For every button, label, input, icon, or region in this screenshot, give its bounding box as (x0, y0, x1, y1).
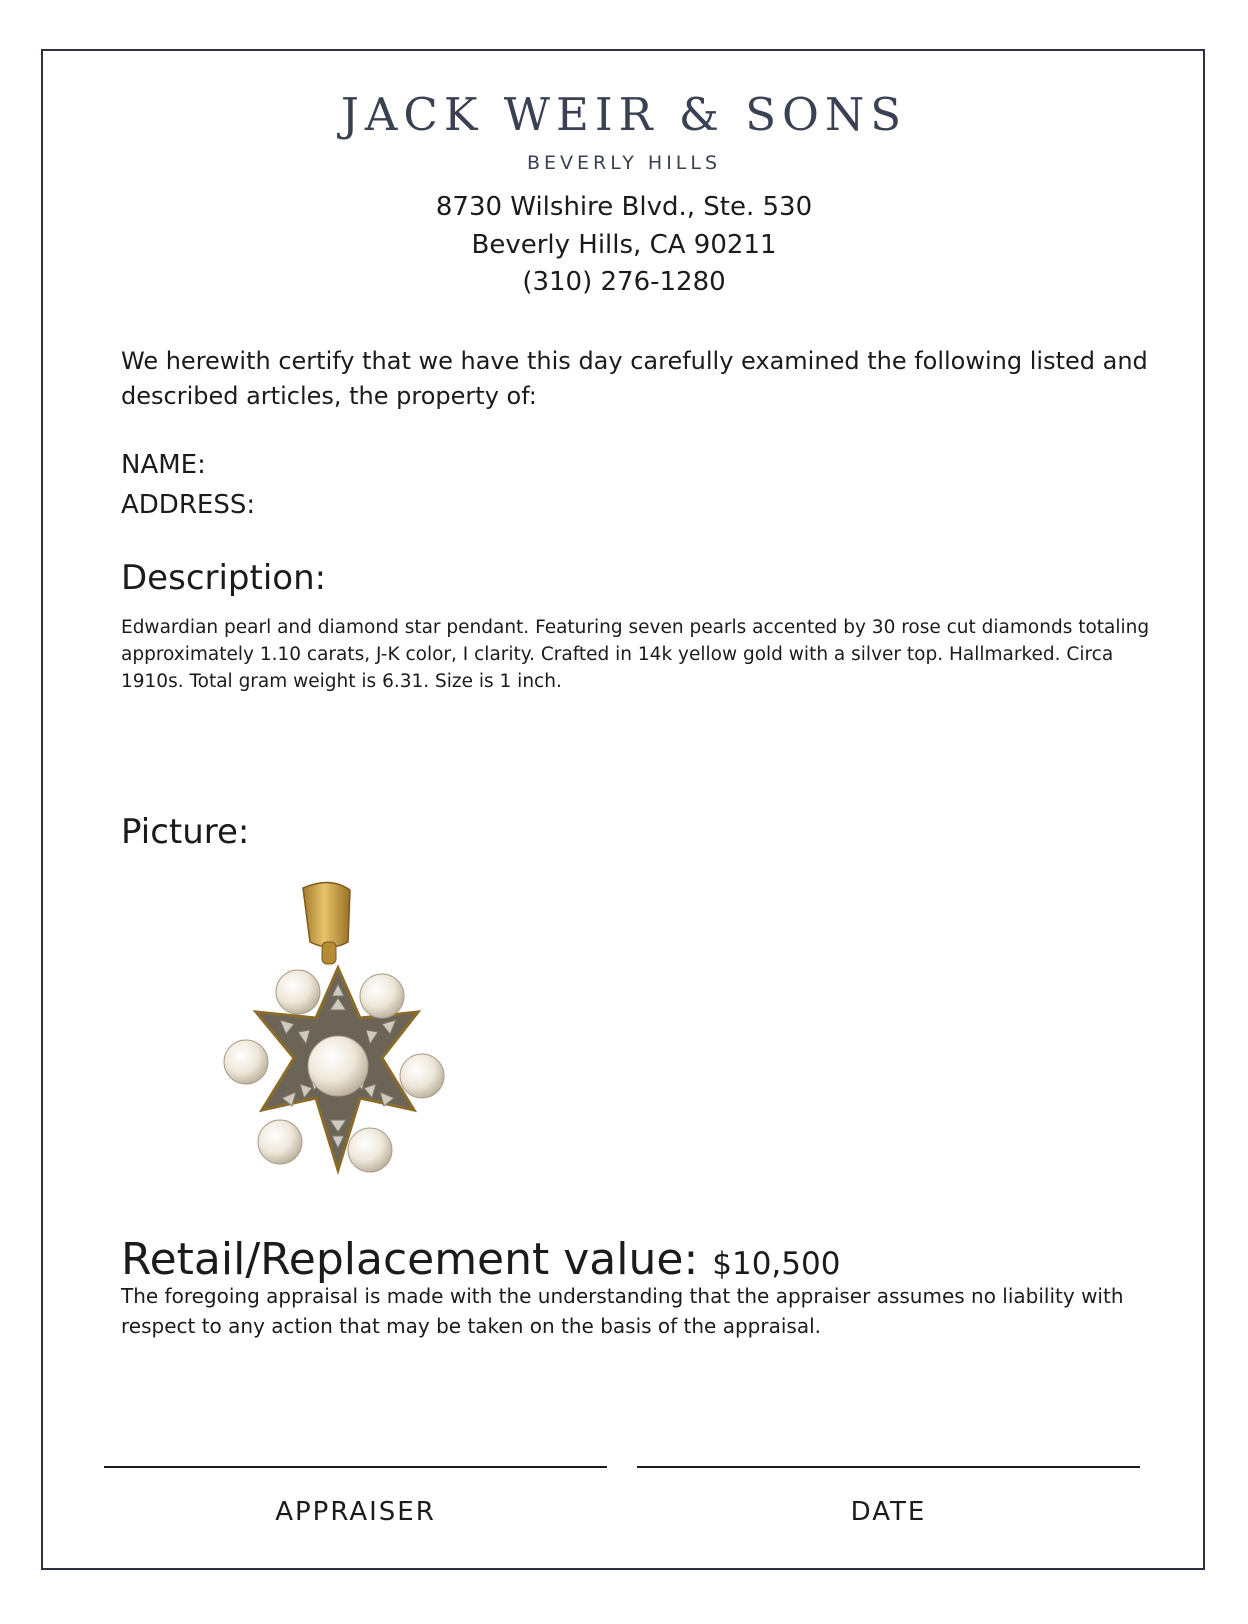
company-location: BEVERLY HILLS (526, 152, 722, 174)
liability-disclaimer: The foregoing appraisal is made with the understanding that the appraiser assumes no liability with respect to any action that may be taken on the basis of the appraisal. (121, 1284, 1124, 1338)
owner-address-label: ADDRESS: (121, 490, 256, 520)
address-line-1: 8730 Wilshire Blvd., Ste. 530 (435, 192, 813, 222)
owner-name-label: NAME: (121, 450, 206, 480)
description-text: Edwardian pearl and diamond star pendant. Featuring seven pearls accented by 30 rose cut diamonds totaling approximately 1.10 carats, J-K color, I clarity. Crafted in 14k yellow gold with a silver top. Hallmarked. Circa 1910s. Total gram weight is 6.31. Size is 1 inch. (121, 617, 1150, 692)
company-name: JACK WEIR & SONS (340, 88, 908, 141)
date-label: DATE (850, 1497, 927, 1527)
appraiser-label: APPRAISER (275, 1497, 436, 1527)
valuation-label: Retail/Replacement value: (121, 1234, 699, 1285)
pendant-image (210, 880, 490, 1220)
valuation-row (121, 1234, 840, 1285)
certification-statement: We herewith certify that we have this day carefully examined the following listed and described articles, the property of: (121, 347, 1148, 410)
valuation-amount: $10,500 (712, 1246, 841, 1282)
address-line-2: Beverly Hills, CA 90211 (471, 230, 777, 260)
description-heading: Description: (121, 558, 327, 598)
appraiser-signature-line (104, 1466, 607, 1468)
phone-number: (310) 276-1280 (522, 267, 726, 297)
date-signature-line (637, 1466, 1140, 1468)
picture-heading: Picture: (121, 812, 250, 852)
